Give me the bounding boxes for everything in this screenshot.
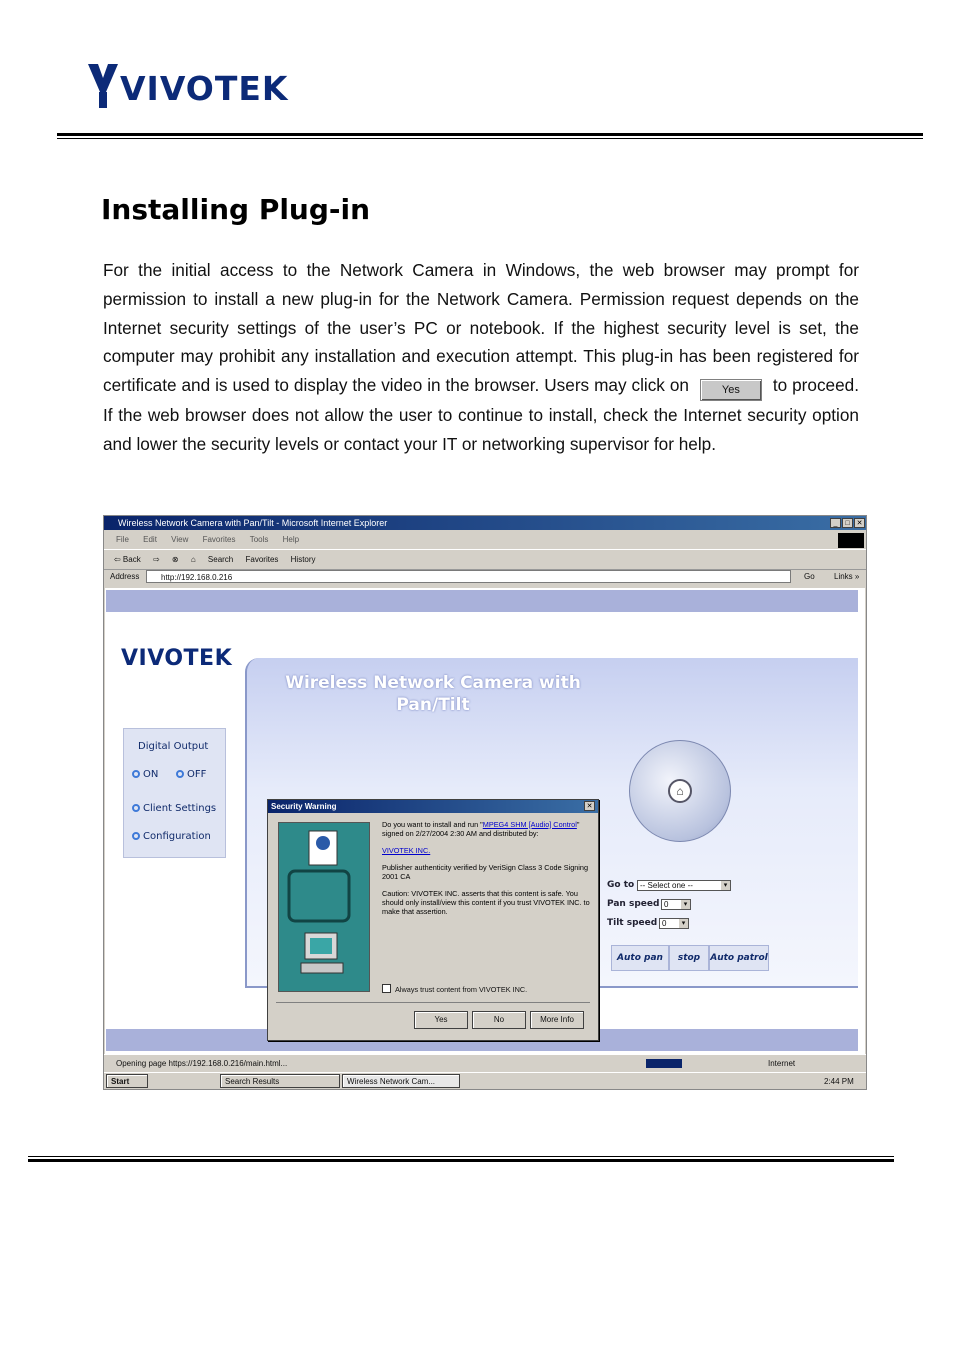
favorites-button[interactable]: Favorites xyxy=(245,555,279,564)
search-button[interactable]: Search xyxy=(207,555,234,564)
ie-window-title: Wireless Network Camera with Pan/Tilt - Microsoft Internet Explorer xyxy=(118,518,388,528)
client-settings-link[interactable] xyxy=(132,803,216,814)
configuration-link[interactable] xyxy=(132,831,211,842)
client-settings-label: Client Settings xyxy=(143,803,217,814)
question-pre: Do you want to install and run " xyxy=(382,820,483,829)
dialog-no-button[interactable]: No xyxy=(472,1011,526,1029)
security-warning-dialog xyxy=(267,799,599,1041)
windows-logo-icon xyxy=(838,533,864,548)
auto-patrol-button[interactable]: Auto patrol xyxy=(709,945,769,971)
goto-select[interactable]: -- Select one -- ▾ xyxy=(637,880,731,891)
stop-button[interactable]: ⊗ xyxy=(171,555,179,564)
vivotek-logo xyxy=(86,62,296,114)
header-rule-thin xyxy=(57,138,923,139)
radio-off-label: OFF xyxy=(187,769,207,780)
camera-title: Wireless Network Camera with Pan/Tilt xyxy=(285,673,581,715)
certificate-illustration xyxy=(278,822,370,992)
paragraph-part2: to proceed. If the web browser does not allow the user to continue to install, check the Internet security option and lower the security levels or contact your IT or networking supervisor for help. xyxy=(103,375,859,454)
menu-help[interactable]: Help xyxy=(282,535,300,544)
certificate-computer-icon xyxy=(279,823,369,991)
configuration-label: Configuration xyxy=(143,831,211,842)
menu-view[interactable]: View xyxy=(171,535,189,544)
dialog-more-info-button[interactable]: More Info xyxy=(530,1011,584,1029)
go-button[interactable]: Go xyxy=(804,572,815,581)
status-text: Opening page https://192.168.0.216/main.html... xyxy=(116,1059,288,1068)
caution-text: Caution: VIVOTEK INC. asserts that this content is safe. You should only install/view this content if you trust VIVOTEK INC. to make that assertion. xyxy=(382,889,590,916)
menu-file[interactable]: File xyxy=(116,535,129,544)
digital-output-label: Digital Output xyxy=(138,741,209,752)
bullet-icon xyxy=(132,832,140,840)
dialog-title: Security Warning xyxy=(268,800,598,813)
links-button[interactable]: Links » xyxy=(834,572,860,581)
publisher-link[interactable]: VIVOTEK INC. xyxy=(382,846,431,855)
tilt-speed-label: Tilt speed xyxy=(607,918,658,928)
pan-speed-label: Pan speed xyxy=(607,899,660,909)
home-icon[interactable]: ⌂ xyxy=(668,779,692,803)
auto-pan-button[interactable]: Auto pan xyxy=(611,945,669,971)
publisher-row xyxy=(382,846,592,855)
taskbar-search-results[interactable]: Search Results xyxy=(220,1074,340,1088)
body-paragraph xyxy=(103,256,859,459)
pan-tilt-joystick[interactable] xyxy=(629,740,731,842)
radio-off[interactable] xyxy=(176,769,206,780)
radio-on[interactable] xyxy=(132,769,158,780)
ie-menu-bar xyxy=(104,531,866,549)
dialog-yes-button[interactable]: Yes xyxy=(414,1011,468,1029)
start-button[interactable]: Start xyxy=(106,1074,148,1088)
top-band xyxy=(106,590,858,612)
header-rule xyxy=(57,133,923,136)
ie-title-bar xyxy=(104,516,866,530)
bullet-icon xyxy=(132,804,140,812)
authenticity-text: Publisher authenticity verified by VeriSign Class 3 Code Signing 2001 CA xyxy=(382,863,589,881)
minimize-icon[interactable]: _ xyxy=(830,518,841,528)
clock: 2:44 PM xyxy=(824,1077,854,1086)
inline-yes-button: Yes xyxy=(700,379,762,401)
status-zone: Internet xyxy=(768,1059,796,1068)
footer-rule xyxy=(28,1159,894,1162)
back-button[interactable]: ⇦ Back xyxy=(114,555,141,564)
menu-edit[interactable]: Edit xyxy=(143,535,157,544)
home-button[interactable]: ⌂ xyxy=(190,555,196,564)
progress-bar xyxy=(646,1059,682,1068)
radio-icon xyxy=(176,770,184,778)
logo-wordmark: VIVOTEK xyxy=(120,69,289,108)
forward-button[interactable]: ⇨ xyxy=(152,555,160,564)
dialog-text xyxy=(382,820,592,924)
tilt-speed-select[interactable]: 0 ▾ xyxy=(659,918,689,929)
camera-logo: VIVOTEK xyxy=(121,646,233,671)
goto-label: Go to xyxy=(607,880,635,890)
taskbar xyxy=(104,1072,866,1090)
menu-favorites[interactable]: Favorites xyxy=(202,535,236,544)
paragraph-part1: For the initial access to the Network Camera in Windows, the web browser may prompt for permission to install a new plug-in for the Network Camera. Permission request depends on the Internet security settings of the user’s PC or notebook. If the highest security level is set, the computer may prohibit any installation and execution attempt. This plug-in has been registered for certificate and is used to display the video in the browser. Users may click on xyxy=(103,260,859,396)
address-label: Address xyxy=(110,572,140,581)
pan-speed-select[interactable]: 0 ▾ xyxy=(661,899,691,910)
stop-ptz-button[interactable]: stop xyxy=(669,945,709,971)
footer-rule-thin xyxy=(28,1156,894,1157)
dialog-close-icon[interactable]: ✕ xyxy=(584,801,595,811)
taskbar-active-window[interactable]: Wireless Network Cam... xyxy=(342,1074,460,1088)
install-question xyxy=(382,820,592,838)
control-link[interactable]: MPEG4 SHM [Audio] Control xyxy=(482,820,577,829)
checkbox-label: Always trust content from VIVOTEK INC. xyxy=(395,985,528,994)
side-menu xyxy=(123,728,226,858)
radio-icon xyxy=(132,770,140,778)
close-icon[interactable]: ✕ xyxy=(854,518,865,528)
page-title: Installing Plug-in xyxy=(101,193,371,226)
always-trust-checkbox[interactable] xyxy=(382,984,527,994)
checkbox-box[interactable] xyxy=(382,984,391,993)
status-bar xyxy=(104,1054,866,1072)
browser-screenshot xyxy=(103,515,867,1090)
camera-page xyxy=(105,588,865,1055)
maximize-icon[interactable]: □ xyxy=(842,518,853,528)
dialog-divider xyxy=(276,1002,590,1003)
logo-mark-icon xyxy=(86,62,120,110)
address-input[interactable]: http://192.168.0.216 xyxy=(146,570,791,583)
question-post: " signed on 2/27/2004 2:30 AM and distributed by: xyxy=(382,820,580,838)
history-button[interactable]: History xyxy=(290,555,316,564)
ie-toolbar xyxy=(104,549,866,570)
radio-on-label: ON xyxy=(143,769,159,780)
menu-tools[interactable]: Tools xyxy=(249,535,269,544)
